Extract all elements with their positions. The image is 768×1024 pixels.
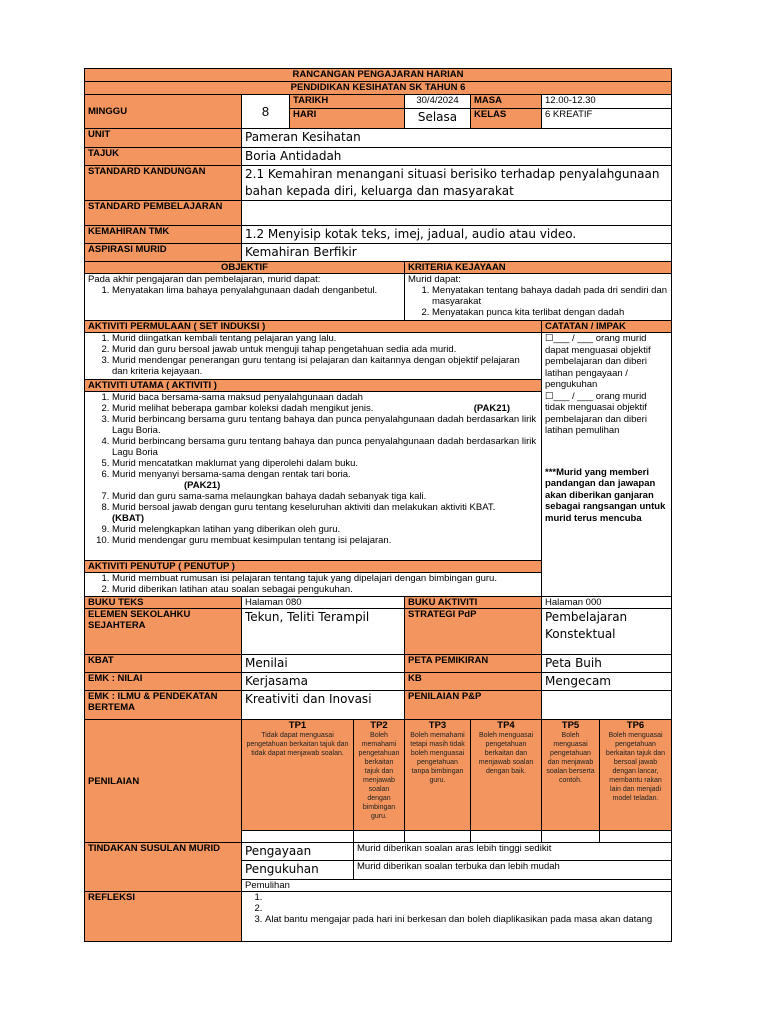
lesson-plan-table <box>84 68 672 942</box>
list-item-text: Murid bersoal jawab dengan guru tentang keseluruhan aktiviti dan melakukan aktiviti KBAT. <box>112 502 496 513</box>
tp-title: TP4 <box>497 720 515 731</box>
masa-value: 12.00-12.30 <box>542 95 672 109</box>
title-1: RANCANGAN PENGAJARAN HARIAN <box>85 69 672 82</box>
buku-aktiviti-label: BUKU AKTIVITI <box>405 597 542 609</box>
penilaian-pp-value <box>542 691 672 720</box>
peta-value: Peta Buih <box>542 655 672 673</box>
catatan-text-2: ☐___ / ___ orang murid tidak menguasai objektif pembelajaran dan diberi latihan pemulihan <box>545 390 647 436</box>
tp-check[interactable] <box>542 831 600 843</box>
objektif-label: OBJEKTIF <box>85 262 405 274</box>
aktiviti-utama-label: AKTIVITI UTAMA ( AKTIVITI ) <box>85 380 542 392</box>
objektif-item: 1. Menyatakan lima bahaya penyalahgunaan dadah denganbetul. <box>112 285 401 296</box>
buku-teks-label: BUKU TEKS <box>85 597 242 609</box>
kriteria-label: KRITERIA KEJAYAAN <box>405 262 672 274</box>
kb-value: Mengecam <box>542 673 672 691</box>
objektif-content <box>85 274 405 321</box>
aspirasi-value: Kemahiran Berfikir <box>242 244 672 262</box>
strategi-value: Pembelajaran Konstektual <box>542 609 672 655</box>
catatan-content <box>542 333 672 597</box>
list-item: 4. Murid berbincang bersama guru tentang bahaya dan punca penyalahgunaan dadah berdasarkan lirik Lagu Boria <box>112 436 538 458</box>
tp-title: TP2 <box>370 720 388 731</box>
standard-kandungan-value: 2.1 Kemahiran menangani situasi berisiko terhadap penyalahgunaan bahan kepada diri, keluarga dan masyarakat <box>242 166 672 201</box>
kb-label: KB <box>405 673 542 691</box>
unit-label: UNIT <box>85 129 242 148</box>
tp-desc: Boleh menguasai pengetahuan dan menjawab soalan berserta contoh. <box>546 732 595 784</box>
tp-cell <box>471 720 542 831</box>
catatan-label: CATATAN / IMPAK <box>542 321 672 333</box>
aktiviti-utama-list <box>85 392 542 561</box>
aktiviti-permulaan-list <box>85 333 542 380</box>
pengayaan-desc: Murid diberikan soalan aras lebih tinggi sedikit <box>354 843 672 861</box>
pak21-tag: (PAK21) <box>473 403 510 414</box>
refleksi-content <box>242 892 672 942</box>
objektif-intro: Pada akhir pengajaran dan pembelajaran, murid dapat: <box>88 274 321 285</box>
tp-desc: Boleh memahami pengetahuan berkaitan tajuk dan menjawab soalan dengan bimbingan guru. <box>358 732 400 820</box>
refleksi-item: 3. Alat bantu mengajar pada hari ini berkesan dan boleh diaplikasikan pada masa akan datang <box>265 914 668 925</box>
kriteria-intro: Murid dapat: <box>408 274 461 285</box>
hari-label: HARI <box>290 109 405 129</box>
tp-title: TP1 <box>288 720 307 731</box>
buku-teks-value: Halaman 080 <box>242 597 405 609</box>
tp-title: TP5 <box>561 720 580 731</box>
emk-nilai-label: EMK : NILAI <box>85 673 242 691</box>
aktiviti-penutup-label: AKTIVITI PENUTUP ( PENUTUP ) <box>85 561 542 573</box>
list-item <box>112 502 538 524</box>
tp-desc: Tidak dapat menguasai pengetahuan berkaitan tajuk dan tidak dapat menjawab soalan. <box>246 732 349 757</box>
minggu-value: 8 <box>242 95 290 129</box>
kriteria-item: 1. Menyatakan tentang bahaya dadah pada dri sendiri dan masyarakat <box>432 285 668 307</box>
list-item: 5. Murid mencatatkan maklumat yang diperolehi dalam buku. <box>112 458 538 469</box>
peta-label: PETA PEMIKIRAN <box>405 655 542 673</box>
list-item: 1. Murid baca bersama-sama maksud penyalahgunaan dadah <box>112 392 538 403</box>
kriteria-item: 2. Menyatakan punca kita terlibat dengan dadah <box>432 307 668 318</box>
tarikh-label: TARIKH <box>290 95 405 109</box>
tp-cell <box>542 720 600 831</box>
tp-cell <box>600 720 672 831</box>
pemulihan: Pemulihan <box>242 880 672 892</box>
standard-pembelajaran-label: STANDARD PEMBELAJARAN <box>85 201 242 226</box>
emk-nilai-value: Kerjasama <box>242 673 405 691</box>
kemahiran-tmk-value: 1.2 Menyisip kotak teks, imej, jadual, audio atau video. <box>242 226 672 244</box>
aktiviti-permulaan-label: AKTIVITI PERMULAAN ( SET INDUKSI ) <box>85 321 542 333</box>
tp-check[interactable] <box>354 831 405 843</box>
aktiviti-penutup-list <box>85 573 542 597</box>
list-item <box>112 469 538 491</box>
list-item: 10. Murid mendengar guru membuat kesimpulan tentang isi pelajaran. <box>112 535 538 546</box>
tp-check[interactable] <box>405 831 471 843</box>
tp-desc: Boleh memahami tetapi masih tidak boleh menguasai pengetahuan tanpa bimbingan guru. <box>410 732 465 784</box>
tp-title: TP6 <box>626 720 645 731</box>
list-item-text: Murid melihat beberapa gambar koleksi dadah mengikut jenis. <box>112 403 374 414</box>
standard-kandungan-label: STANDARD KANDUNGAN <box>85 166 242 201</box>
list-item: 7. Murid dan guru sama-sama melaungkan bahaya dadah sebanyak tiga kali. <box>112 491 538 502</box>
kriteria-content <box>405 274 672 321</box>
list-item: 2. Murid dan guru bersoal jawab untuk menguji tahap pengetahuan sedia ada murid. <box>112 344 538 355</box>
buku-aktiviti-value: Halaman 000 <box>542 597 672 609</box>
list-item: 3. Murid mendengar penerangan guru tentang isi pelajaran dan kaitannya dengan objektif pelajaran dan kriteria kejayaan. <box>112 355 538 377</box>
list-item <box>112 403 538 414</box>
kelas-value: 6 KREATIF <box>542 109 672 129</box>
tajuk-value: Boria Antidadah <box>242 148 672 166</box>
elemen-value: Tekun, Teliti Terampil <box>242 609 405 655</box>
emk-ilmu-label: EMK : ILMU & PENDEKATAN BERTEMA <box>85 691 242 720</box>
title-2: PENDIDIKAN KESIHATAN SK TAHUN 6 <box>85 82 672 95</box>
catatan-note: ***Murid yang memberi pandangan dan jawapan akan diberikan ganjaran sebagai rangsangan untuk murid terus mencuba <box>545 466 666 524</box>
tarikh-value: 30/4/2024 <box>405 95 471 109</box>
list-item: 3. Murid berbincang bersama guru tentang bahaya dan punca penyalahgunaan dadah berdasarkan lirik Lagu Boria. <box>112 414 538 436</box>
tindakan-label: TINDAKAN SUSULAN MURID <box>85 843 242 892</box>
aspirasi-label: ASPIRASI MURID <box>85 244 242 262</box>
refleksi-item <box>265 903 668 914</box>
strategi-label: STRATEGI PdP <box>405 609 542 655</box>
list-item: 9. Murid melengkapkan latihan yang diberikan oleh guru. <box>112 524 538 535</box>
tajuk-label: TAJUK <box>85 148 242 166</box>
tp-cell <box>242 720 354 831</box>
elemen-label: ELEMEN SEKOLAHKU SEJAHTERA <box>85 609 242 655</box>
pengayaan: Pengayaan <box>242 843 354 861</box>
hari-value: Selasa <box>405 109 471 129</box>
tp-title: TP3 <box>428 720 447 731</box>
tp-check[interactable] <box>242 831 354 843</box>
refleksi-label: REFLEKSI <box>85 892 242 942</box>
list-item: 1. Murid diingatkan kembali tentang pelajaran yang lalu. <box>112 333 538 344</box>
catatan-text-1: ☐___ / ___ orang murid dapat menguasai objektif pembelajaran dan diberi latihan pengayaan / pengukuhan <box>545 333 651 390</box>
emk-ilmu-value: Kreativiti dan Inovasi <box>242 691 405 720</box>
penilaian-pp-label: PENILAIAN P&P <box>405 691 542 720</box>
pengukuhan: Pengukuhan <box>242 861 354 880</box>
masa-label: MASA <box>471 95 542 109</box>
tp-desc: Boleh menguasai pengetahuan berkaitan tajuk dan bersoal jawab dengan lancar, membantu rakan lain dan menjadi model teladan. <box>605 732 666 802</box>
tp-desc: Boleh menguasai pengetahuan berkaitan dan menjawab soalan dengan baik. <box>478 732 534 775</box>
pengukuhan-desc: Murid diberikan soalan terbuka dan lebih mudah <box>354 861 672 880</box>
refleksi-item <box>265 892 668 903</box>
unit-value: Pameran Kesihatan <box>242 129 672 148</box>
penilaian-label: PENILAIAN <box>85 720 242 843</box>
list-item: 1. Murid membuat rumusan isi pelajaran tentang tajuk yang dipelajari dengan bimbingan guru. <box>112 573 538 584</box>
kemahiran-tmk-label: KEMAHIRAN TMK <box>85 226 242 244</box>
pak21-tag: (PAK21) <box>184 480 221 491</box>
tp-check[interactable] <box>600 831 672 843</box>
tp-check[interactable] <box>471 831 542 843</box>
tp-cell <box>405 720 471 831</box>
list-item: 2. Murid diberikan latihan atau soalan sebagai pengukuhan. <box>112 584 538 595</box>
kbat-tag: (KBAT) <box>112 513 145 524</box>
minggu-label: MINGGU <box>85 95 242 129</box>
list-item-text: Murid menyanyi bersama-sama dengan rentak tari boria. <box>112 469 351 480</box>
kbat-value: Menilai <box>242 655 405 673</box>
kbat-label: KBAT <box>85 655 242 673</box>
tp-cell <box>354 720 405 831</box>
kelas-label: KELAS <box>471 109 542 129</box>
standard-pembelajaran-value <box>242 201 672 226</box>
